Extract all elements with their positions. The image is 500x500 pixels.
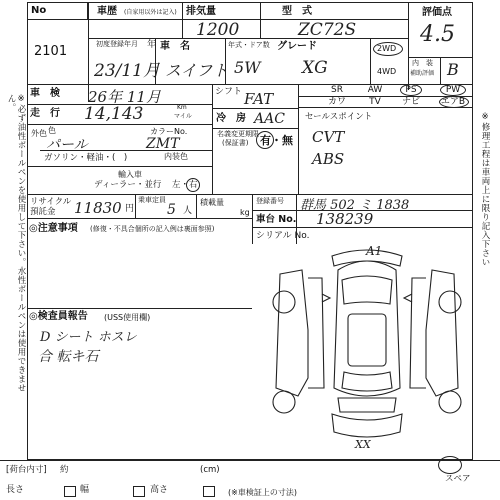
handle-label: 左・右 [172,180,198,190]
load-unit: kg [240,208,250,217]
interior-value: B [447,60,459,79]
interior-sub: 補助評価 [410,70,435,77]
bottom-note: (※車検証上の寸法) [228,488,297,497]
import-label: 輸入車 [118,170,142,179]
ac-label: 冷 房 [216,113,246,124]
score-label: 評価点 [422,7,452,18]
header-sep-3 [260,2,261,38]
dims-unit: (cm) [200,465,220,475]
caution-label: ◎注意事項 [29,223,78,234]
spare-label: スペア [445,474,471,484]
chassis-value: 138239 [316,210,374,228]
selling-point-1: CVT [312,128,345,146]
equip-kawa: カワ [327,97,346,107]
score-sep [408,2,409,90]
dealer-top [27,166,212,167]
footer-top [0,460,500,461]
regdoc-top [212,128,298,129]
recycle-sep-1 [135,194,136,218]
left-side-note: ※必ず油性ボールペンを使用して下さい。水性ボールペンは使用できません。 [6,94,26,393]
equip-ps-circle [400,84,422,96]
color-label: 色 [48,126,56,135]
capacity-value: 5 [167,202,176,218]
grade-value: XG [302,58,328,78]
load-label: 積載量 [200,198,224,207]
reg-inner-sep [296,194,297,244]
selling-point-2: ABS [312,150,345,168]
equip-sr: SR [331,85,343,95]
score-value: 4.5 [420,22,455,47]
handle-right-circle [186,178,200,192]
row2-top [88,38,408,39]
recycle-sep-2 [196,194,197,218]
first-reg-label: 初度登録年月 [96,40,138,48]
lot-number: 2101 [34,44,68,59]
fuel-label: ガソリン・軽油・( ) [44,153,128,163]
warranty-yes-circle [256,131,274,149]
doors-value: 5W [234,58,261,77]
car-diagram [262,238,472,460]
chassis-label: 車台 No. [256,214,297,225]
plate-label: 登録番号 [256,197,284,205]
drive-2wd: 2WD [377,44,397,53]
history-label: 車歴 [97,6,117,17]
diagram-mark-top: A1 [366,244,383,258]
diagram-mark-bottom: XX [355,438,371,451]
recycle-value: 11830 [74,199,122,217]
shaken-value: 26年 11月 [88,88,161,106]
color-value: パール [46,137,88,153]
plate-value: 群馬 502 ミ 1838 [300,198,410,213]
recycle-label: リサイクル [30,197,72,207]
right-side-note: ※修理工程は車両上に限り記入下さい [480,112,490,267]
header-divider [88,19,408,20]
mileage-label: 走 行 [30,108,60,119]
doors-label: 年式・ドア数 [228,41,270,49]
width-box [133,486,145,497]
inspector-line-1: D シート ホスレ [40,330,137,345]
inspector-sub: (USS使用欄) [104,313,151,322]
displacement-value: 1200 [196,20,240,40]
shaken-label: 車 検 [30,88,60,99]
reg-doc-sub: (保証書) [222,139,249,147]
spare-circle [438,456,462,474]
displacement-label: 排気量 [186,6,216,17]
equip-pw-circle [440,84,466,96]
equip-navi: ナビ [401,97,420,107]
km-unit: Km [177,104,187,111]
color-no-label: カラーNo. [150,127,188,136]
inspector-line-2: 合 転キ石 [38,349,99,365]
inspector-label: ◎検査員報告 [29,311,88,322]
serial-label: シリアル No. [256,231,310,241]
recycle-yen: 円 [125,204,135,214]
reg-doc-label: 名義変更期限 [217,130,259,138]
length-box [64,486,76,497]
color-no-value: ZMT [146,136,180,152]
capacity-unit: 人 [183,206,193,216]
equip-ps: PS [405,85,417,95]
selling-points-label: セールスポイント [305,112,373,122]
reg-sep [252,194,253,244]
caution-top [27,218,252,219]
shaken-sep [212,84,213,194]
serial-top [252,227,473,228]
model-value: ZC72S [298,20,357,40]
first-reg-value: 23/11月 [94,61,160,81]
equip-airbag: エアB [440,97,466,107]
warranty-label: 有・無 [260,134,293,147]
car-name-label: 車 名 [160,41,190,52]
equip-pw: PW [445,85,461,95]
recycle-sub: 預託金 [30,207,56,217]
grade-label: グレード [277,41,317,52]
ac-top [212,108,298,109]
height-label: 高さ [150,485,169,495]
shift-value: FAT [244,90,274,108]
exterior-color-label: 外色 [31,129,47,138]
inspector-top [27,308,252,309]
history-note: (自家用以外は記入) [124,9,177,16]
width-label: 幅 [80,485,90,495]
length-label: 長さ [6,485,25,495]
drive-4wd: 4WD [377,67,397,76]
shift-label: シフト [215,87,243,97]
dealer-label: ディーラー・並行 [94,180,162,190]
regdoc-sep [298,108,299,194]
equip-airbag-circle [439,96,469,108]
caution-sub: (修復・不具合個所の記入例は裏面参照) [90,225,215,233]
year-label: 年 [147,40,157,50]
no-label: No [31,5,47,16]
dims-about: 約 [60,465,69,475]
car-name-value: スイフト [165,61,229,80]
interior-color-label: 内装色 [164,152,188,161]
dims-label: [荷台内寸] [6,465,47,475]
row2-sep-1 [155,38,156,84]
equip-tv: TV [369,97,381,107]
interior-label: 内 装 [412,59,433,67]
capacity-label: 乗車定員 [138,196,166,204]
height-box [203,486,215,497]
header-sep-2 [182,2,183,38]
row2-sep-2 [225,38,226,84]
mileage-value: 14,143 [84,104,144,124]
drive-sep [370,38,371,84]
interior-sep [440,57,441,84]
mile-unit: マイル [174,113,192,120]
model-label: 型 式 [282,6,312,17]
ac-value: AAC [254,111,285,127]
equip-aw: AW [367,85,383,95]
